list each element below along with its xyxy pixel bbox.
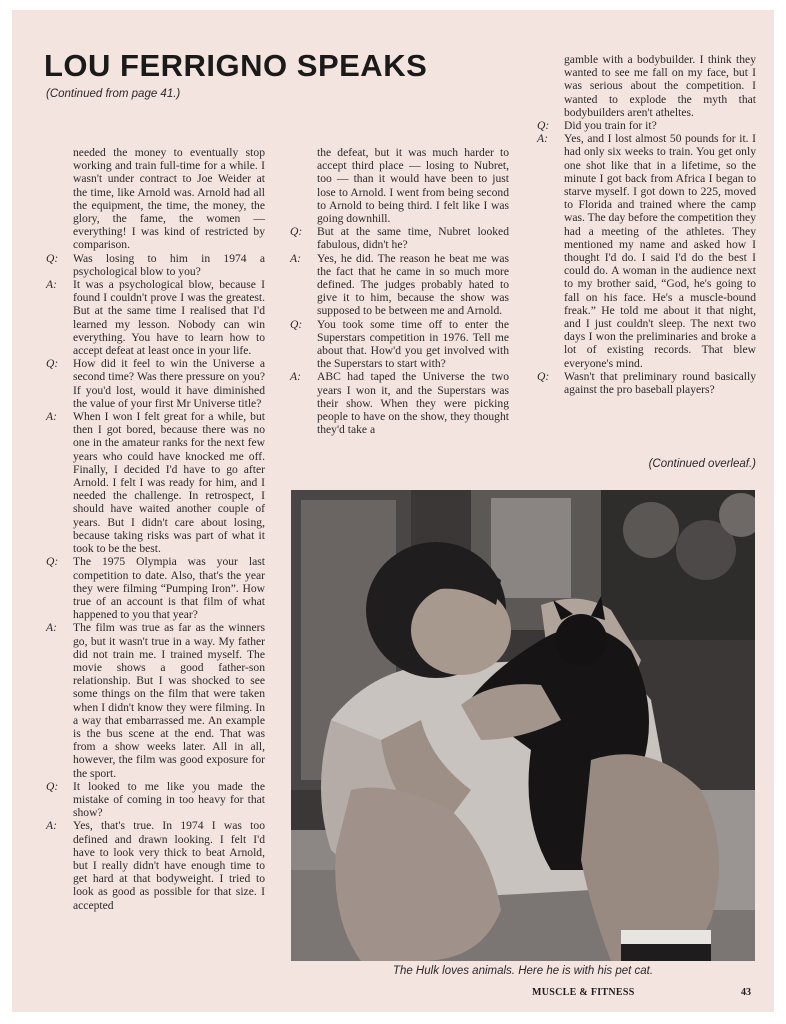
answer-label: A: [290, 251, 301, 265]
interview-paragraph [46, 621, 265, 780]
interview-paragraph [46, 410, 265, 556]
interview-paragraph [46, 357, 265, 410]
interview-paragraph [290, 251, 509, 318]
interview-paragraph [46, 779, 265, 820]
magazine-page [12, 10, 774, 1012]
page-number: 43 [741, 987, 751, 998]
paragraph-text: Wasn't that preliminary round basically against the pro baseball players? [564, 369, 756, 397]
question-label: Q: [537, 369, 550, 383]
photo-man-with-cat [291, 490, 755, 961]
continued-from-note: (Continued from page 41.) [46, 88, 181, 100]
paragraph-text: Yes, he did. The reason he beat me was the fact that he came in so much more defined. The judges probably hated to give it to him, because the show was supposed to be between me and Arnold. [317, 251, 509, 318]
interview-paragraph [537, 132, 756, 370]
paragraph-text: needed the money to eventually stop working and train full-time for a while. I wasn't under contract to Joe Weider at the time, like Arnold was. Arnold had all the equipment, the time, the money, the glory, the fame, the women — everything! I was kind of restricted by comparison. [73, 146, 265, 252]
answer-label: A: [46, 819, 57, 833]
paragraph-text: Was losing to him in 1974 a psychological blow to you? [73, 251, 265, 278]
interview-paragraph [564, 53, 756, 119]
paragraph-text: gamble with a bodybuilder. I think they wanted to see me fall on my face, but I was serious about the competition. I wanted to explode the myth that bodybuilders aren't atheltes. [564, 53, 756, 119]
paragraph-text: It was a psychological blow, because I found I couldn't prove I was the greatest. But at the same time I realised that I'd learned my lesson. Nobody can win everything. You have to learn how to accept defeat at least once in your life. [73, 278, 265, 358]
paragraph-text: The 1975 Olympia was your last competition to date. Also, that's the year they were filming “Pumping Iron”. How true of an account is that film of what happened to you that year? [73, 555, 265, 622]
answer-label: A: [46, 410, 57, 424]
paragraph-text: Did you train for it? [564, 119, 657, 133]
answer-label: A: [537, 132, 548, 146]
interview-paragraph [290, 370, 509, 437]
question-label: Q: [537, 119, 550, 133]
question-label: Q: [46, 555, 59, 569]
question-label: Q: [290, 225, 303, 239]
interview-paragraph [317, 146, 509, 225]
answer-label: A: [46, 278, 57, 292]
interview-paragraph [46, 819, 265, 912]
paragraph-text: When I won I felt great for a while, but then I got bored, because there was no one in the amateur ranks for the next few years who could have knocked me off. Finally, I decided I'd have to go after Arnold. I felt I was ready for him, and I needed the challenge. In retrospect, I should have waited another couple of years. But I didn't care about losing, because taking risks was part of what it took to be the best. [73, 410, 265, 556]
question-label: Q: [290, 317, 303, 331]
interview-paragraph [290, 317, 509, 371]
interview-paragraph [46, 555, 265, 622]
paragraph-text: ABC had taped the Universe the two years I won it, and the Superstars was their show. When they were picking people to have on the show, they thought they'd take a [317, 370, 509, 437]
question-label: Q: [46, 779, 59, 793]
paragraph-text: The film was true as far as the winners go, but it wasn't true in a way. My father did not train me. I trained myself. The movie shows a good father-son relationship. But I was shocked to see some things on the film that were taken when I didn't know they were filming. In a way that embarrassed me. An example is the bus scene at the end. That was from a show weeks later. All in all, however, the film was good exposure for the sport. [73, 621, 265, 780]
paragraph-text: How did it feel to win the Universe a second time? Was there pressure on you? If you'd lost, would it have diminished the value of your first Mr Universe title? [73, 357, 265, 410]
paragraph-text: Yes, and I lost almost 50 pounds for it. I had only six weeks to train. You get only one shot like that in a lifetime, so the minute I got back from Africa I began to starve myself. I got down to 225, moved to Florida and trained where the camp was. The day before the competition they had a meeting of the athletes. They mentioned my name and asked how I thought I'd do. I said I'd do the best I could do. A woman in the audience next to my brother said, “God, he's going to fall on his face. He's a muscle-bound freak.” He told me about it that night, and I just couldn't sleep. The next two days I won the preliminaries and broke a lot of existing records. That blew everyone's mind. [564, 132, 756, 370]
paragraph-text: the defeat, but it was much harder to accept third place — losing to Nubret, too — than it would have been to just lose to Arnold. I went from being second to Arnold to being third. I felt like I was going downhill. [317, 146, 509, 226]
interview-paragraph [290, 225, 509, 252]
magazine-name: MUSCLE & FITNESS [532, 987, 635, 998]
article-title: LOU FERRIGNO SPEAKS [44, 48, 428, 83]
text-column-2 [290, 146, 509, 437]
text-column-3 [537, 53, 756, 397]
answer-label: A: [290, 370, 301, 384]
answer-label: A: [46, 621, 57, 635]
interview-paragraph [73, 146, 265, 252]
paragraph-text: Yes, that's true. In 1974 I was too defined and drawn looking. I felt I'd have to look very thick to beat Arnold, but I really didn't have enough time to get hard at that bodyweight. I tried to look as good as possible for that size. I accepted [73, 819, 265, 912]
question-label: Q: [46, 357, 59, 371]
question-label: Q: [46, 251, 59, 265]
paragraph-text: But at the same time, Nubret looked fabulous, didn't he? [317, 225, 509, 252]
paragraph-text: You took some time off to enter the Superstars competition in 1976. Tell me about that. How'd you get involved with the Superstars to start with? [317, 317, 509, 371]
photo-illustration [291, 490, 755, 961]
paragraph-text: It looked to me like you made the mistake of coming in too heavy for that show? [73, 779, 265, 820]
interview-paragraph [46, 278, 265, 358]
interview-paragraph [537, 119, 756, 133]
continued-overleaf-note: (Continued overleaf.) [648, 458, 756, 470]
interview-paragraph [537, 369, 756, 397]
text-column-1 [46, 146, 265, 912]
interview-paragraph [46, 251, 265, 278]
photo-caption: The Hulk loves animals. Here he is with his pet cat. [392, 965, 654, 977]
